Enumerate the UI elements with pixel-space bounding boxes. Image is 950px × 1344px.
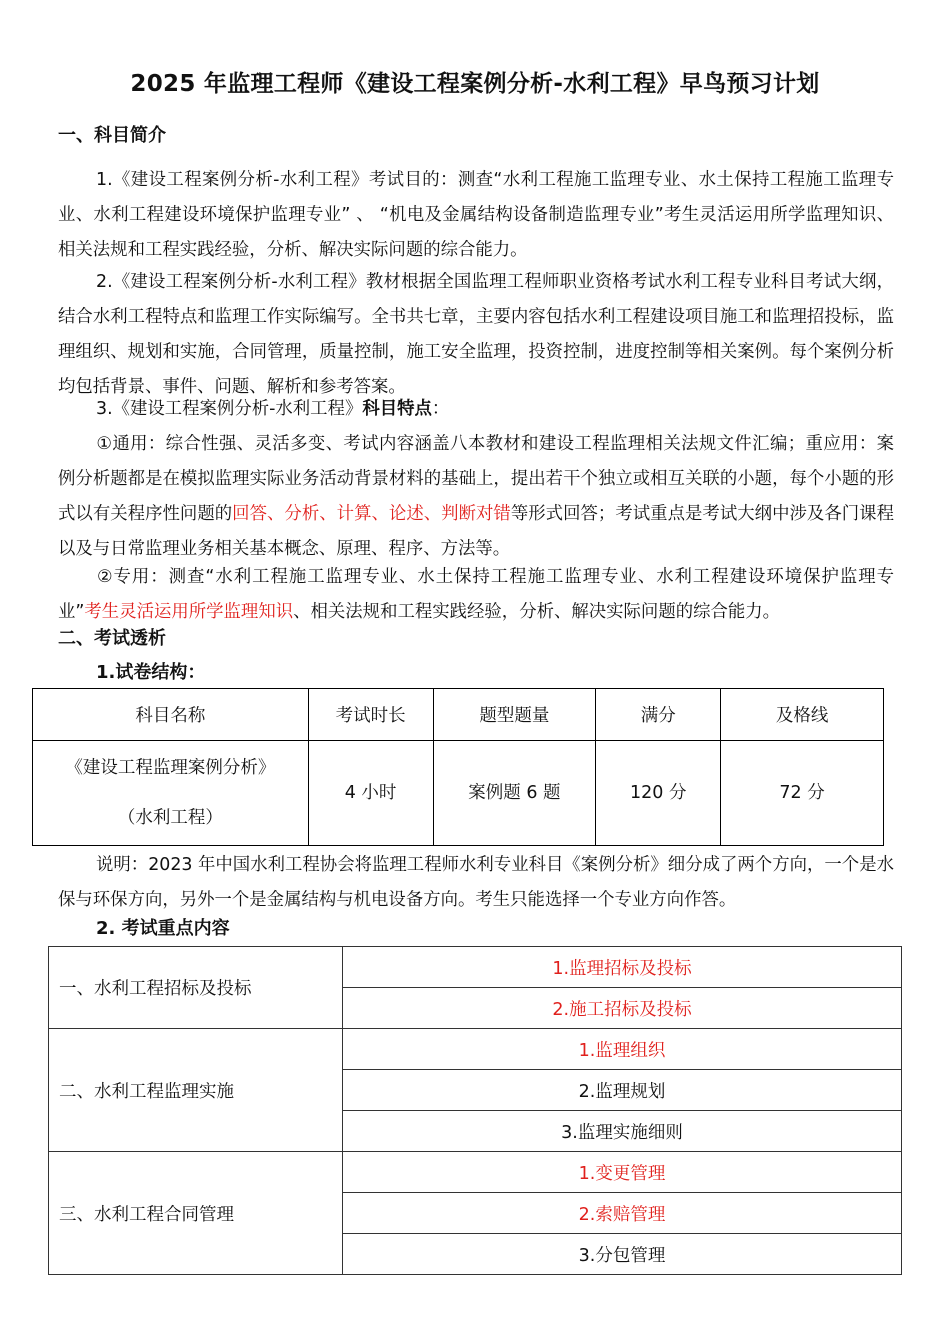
group-1-name: 一、水利工程招标及投标 [49,947,343,1029]
header-full-score: 满分 [596,689,721,741]
header-question-type: 题型题量 [433,689,596,741]
p4-highlight: 回答、分析、计算、论述、判断对错 [232,504,511,524]
header-duration: 考试时长 [308,689,433,741]
group-3-item-3: 3.分包管理 [343,1234,902,1275]
page-title: 2025 年监理工程师《建设工程案例分析-水利工程》早鸟预习计划 [130,71,820,97]
p3-suffix: ： [431,399,450,419]
group-1-item-2: 2.施工招标及投标 [343,988,902,1029]
group-2-item-2: 2.监理规划 [343,1070,902,1111]
group-3-item-2: 2.索赔管理 [343,1193,902,1234]
cell-duration: 4 小时 [308,741,433,846]
group-2-item-3: 3.监理实施细则 [343,1111,902,1152]
p3-prefix: 3.《建设工程案例分析-水利工程》 [96,399,363,419]
p4-text-a: ①通用：综合性强、灵活多变、考试内容涵盖八本教材和建设工程监理相关法规文件汇编；重应用：案例分析题都是在模拟监理实际业务活动背景材料的基础上，提出若干个独立或相互关联的小题，每个小题的形式以有关程序性问题的 [58,434,894,524]
key-content-table [48,946,902,1275]
intro-paragraph-2 [58,265,894,405]
general-feature-paragraph [58,427,894,567]
p3-bold: 科目特点 [362,399,432,419]
cell-question-type: 案例题 6 题 [433,741,596,846]
exam-structure-heading: 1.试卷结构： [96,662,206,683]
subject-line-1: 《建设工程监理案例分析》 [65,758,276,778]
p5-highlight: 考生灵活运用所学监理知识 [84,602,294,622]
intro-paragraph-1-text: 1.《建设工程案例分析-水利工程》考试目的：测查“水利工程施工监理专业、水土保持工程施工监理专业、水利工程建设环境保护监理专业” 、 “机电及金属结构设备制造监理专业”考生灵活运用所学监理知识、相关法规和工程实践经验，分析、解决实际问题的综合能力。 [58,170,894,260]
note-paragraph [58,848,894,918]
p5-text-a: ②专用：测查“水利工程施工监理专业、水土保持工程施工监理专业、水利工程建设环境保护监理专业” [58,567,894,622]
header-subject: 科目名称 [33,689,309,741]
cell-full-score: 120 分 [596,741,721,846]
table-header-row [33,689,884,741]
group-2-name: 二、水利工程监理实施 [49,1029,343,1152]
table-row [49,1152,902,1193]
section1-heading: 一、科目简介 [58,125,166,146]
key-content-heading: 2. 考试重点内容 [96,918,230,939]
group-3-name: 三、水利工程合同管理 [49,1152,343,1275]
exam-structure-table [32,688,884,846]
table-row [33,741,884,846]
intro-paragraph-1 [58,163,894,268]
p5-text-b: 、相关法规和工程实践经验，分析、解决实际问题的综合能力。 [293,602,781,622]
intro-paragraph-3 [58,392,894,427]
p4-text-b: 等形式回答；考试重点是考试大纲中涉及各门课程以及与日常监理业务相关基本概念、原理、程序、方法等。 [58,504,894,559]
note-text: 说明：2023 年中国水利工程协会将监理工程师水利专业科目《案例分析》细分成了两个方向，一个是水保与环保方向，另外一个是金属结构与机电设备方向。考生只能选择一个专业方向作答。 [58,855,894,910]
group-2-item-1: 1.监理组织 [343,1029,902,1070]
group-3-item-1: 1.变更管理 [343,1152,902,1193]
special-feature-paragraph [58,560,894,630]
header-pass-score: 及格线 [721,689,884,741]
intro-paragraph-2-text: 2.《建设工程案例分析-水利工程》教材根据全国监理工程师职业资格考试水利工程专业科目考试大纲，结合水利工程特点和监理工作实际编写。全书共七章，主要内容包括水利工程建设项目施工和监理招投标，监理组织、规划和实施，合同管理，质量控制，施工安全监理，投资控制，进度控制等相关案例。每个案例分析均包括背景、事件、问题、解析和参考答案。 [58,272,894,397]
group-1-item-1: 1.监理招标及投标 [343,947,902,988]
subject-line-2: （水利工程） [117,808,223,828]
table-row [49,1029,902,1070]
section2-heading: 二、考试透析 [58,628,166,649]
table-row [49,947,902,988]
cell-pass-score: 72 分 [721,741,884,846]
cell-subject [33,741,309,846]
